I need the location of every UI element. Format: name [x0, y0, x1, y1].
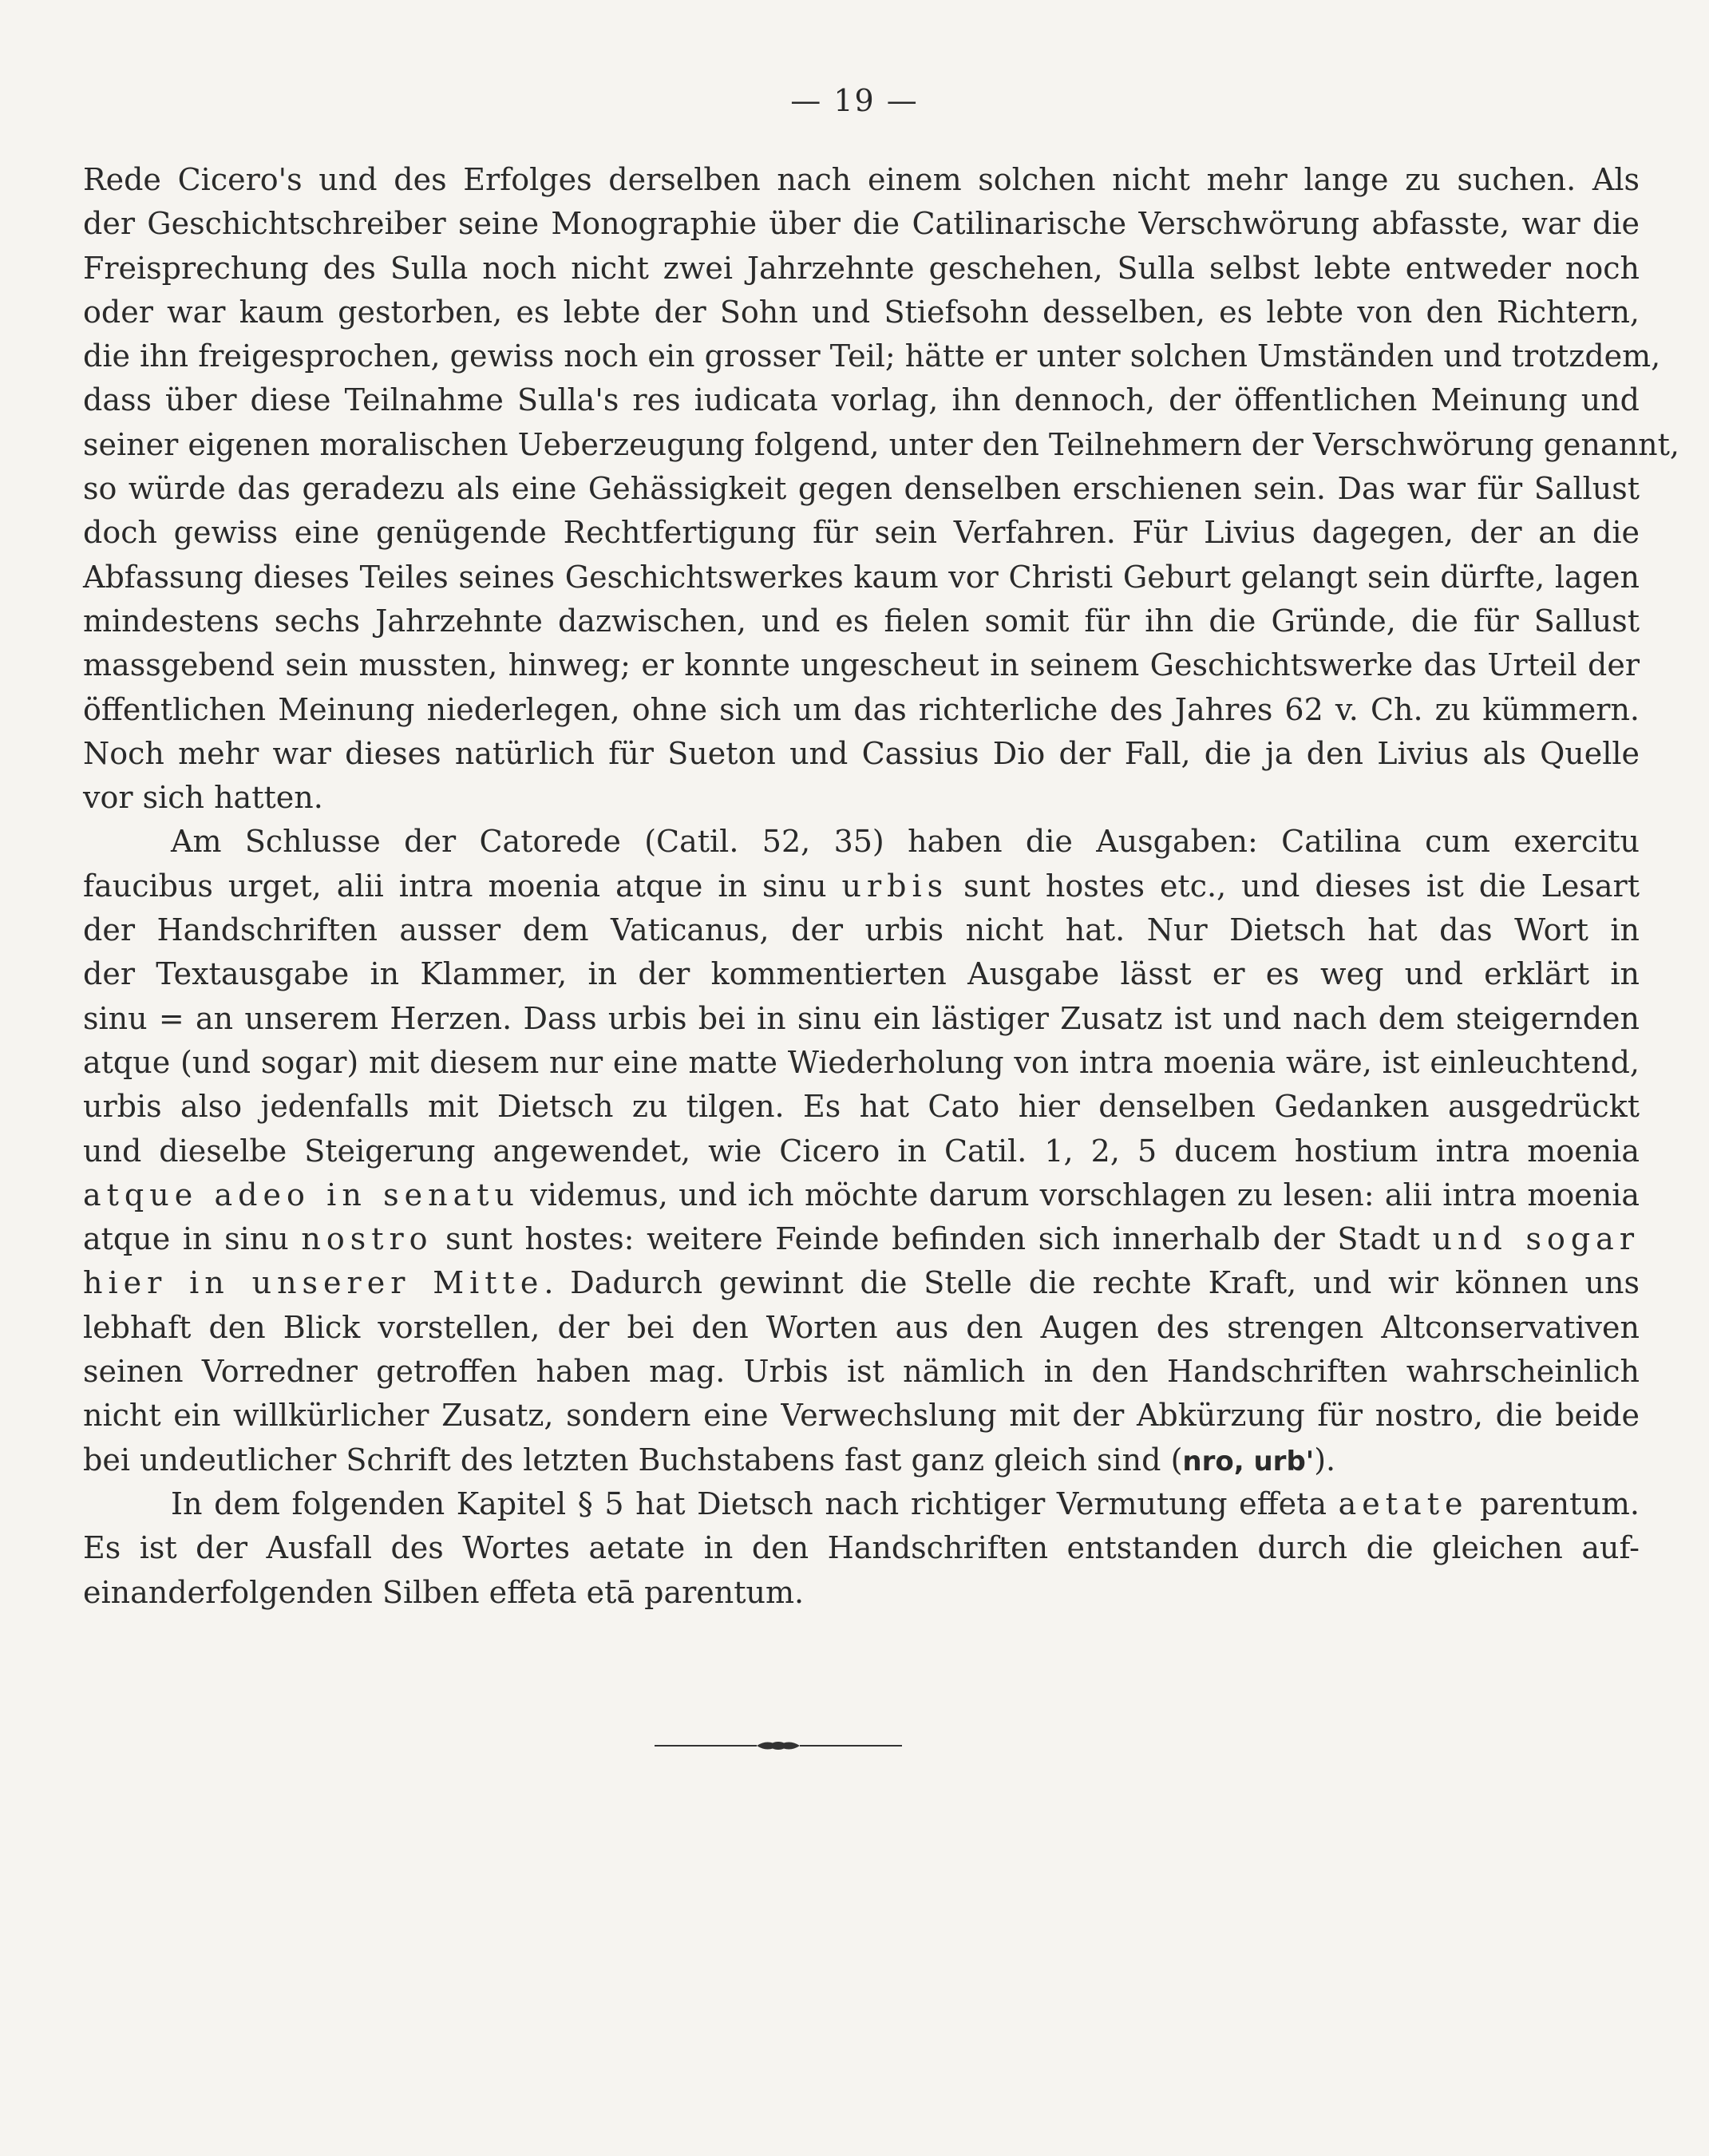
spaced-word: nostro	[301, 1221, 433, 1257]
text-line: atque adeo in senatu videmus, und ich möchte darum vorschlagen zu lesen: alii intra moenia	[83, 1177, 1640, 1213]
page-number: — 19 —	[790, 83, 919, 118]
text-line: atque (und sogar) mit diesem nur eine matte Wiederholung von intra moenia wäre, ist einleuchtend,	[83, 1044, 1640, 1080]
text-line: der Textausgabe in Klammer, in der kommentierten Ausgabe lässt er es weg und erklärt in	[83, 956, 1640, 992]
text-line: sinu = an unserem Herzen. Dass urbis bei in sinu ein lästiger Zusatz ist und nach dem steigernden	[83, 1000, 1640, 1036]
text-line: In dem folgenden Kapitel § 5 hat Dietsch nach richtiger Vermutung effeta aetate parentum.	[171, 1485, 1640, 1521]
text-line: massgebend sein mussten, hinweg; er konnte ungescheut in seinem Geschichtswerke das Urteil der	[83, 647, 1640, 683]
text-line: doch gewiss eine genügende Rechtfertigung für sein Verfahren. Für Livius dagegen, der an die	[83, 515, 1640, 551]
text-line: lebhaft den Blick vorstellen, der bei den Worten aus den Augen des strengen Altconservativen	[83, 1309, 1640, 1345]
text-line: mindestens sechs Jahrzehnte dazwischen, und es fielen somit für ihn die Gründe, die für Sallust	[83, 603, 1640, 639]
ornament-divider	[655, 1736, 902, 1755]
text-line: bei undeutlicher Schrift des letzten Buchstabens fast ganz gleich sind (nro, urb').	[83, 1442, 1336, 1478]
spaced-phrase: und sogar	[1432, 1221, 1640, 1257]
text-line: vor sich hatten.	[83, 780, 323, 816]
spaced-word: urbis	[841, 868, 949, 904]
abbreviation: nro, urb'	[1182, 1445, 1315, 1478]
text-line: atque in sinu nostro sunt hostes: weitere Feinde befinden sich innerhalb der Stadt und sogar	[83, 1221, 1640, 1257]
paragraph-2	[83, 820, 1640, 1482]
paragraph-3	[83, 1482, 1640, 1615]
text-line: der Geschichtschreiber seine Monographie über die Catilinarische Verschwörung abfasste, war die	[83, 206, 1640, 242]
spaced-phrase: hier in unserer Mitte	[83, 1265, 544, 1301]
text-line: Noch mehr war dieses natürlich für Sueton und Cassius Dio der Fall, die ja den Livius als Quelle	[83, 735, 1640, 771]
text-line: und dieselbe Steigerung angewendet, wie Cicero in Catil. 1, 2, 5 ducem hostium intra moenia	[83, 1133, 1640, 1169]
text-line: so würde das geradezu als eine Gehässigkeit gegen denselben erschienen sein. Das war für Sallust	[83, 471, 1640, 507]
text-line: urbis also jedenfalls mit Dietsch zu tilgen. Es hat Cato hier denselben Gedanken ausgedrückt	[83, 1089, 1640, 1125]
text-line: dass über diese Teilnahme Sulla's res iudicata vorlag, ihn dennoch, der öffentlichen Meinung und	[83, 382, 1640, 418]
body-text	[83, 158, 1679, 1615]
text-line: einanderfolgenden Silben effeta etā parentum.	[83, 1574, 805, 1610]
text-line: der Handschriften ausser dem Vaticanus, der urbis nicht hat. Nur Dietsch hat das Wort in	[83, 912, 1640, 948]
spaced-phrase: atque adeo in senatu	[83, 1177, 520, 1213]
text-line: oder war kaum gestorben, es lebte der Sohn und Stiefsohn desselben, es lebte von den Richtern,	[83, 294, 1640, 330]
text-line: Rede Cicero's und des Erfolges derselben nach einem solchen nicht mehr lange zu suchen. Als	[83, 162, 1640, 197]
text-line: Es ist der Ausfall des Wortes aetate in den Handschriften entstanden durch die gleichen auf-	[83, 1530, 1640, 1566]
paragraph-1	[83, 158, 1679, 820]
text-line: seiner eigenen moralischen Ueberzeugung folgend, unter den Teilnehmern der Verschwörung genannt,	[83, 426, 1679, 462]
text-line: hier in unserer Mitte. Dadurch gewinnt die Stelle die rechte Kraft, und wir können uns	[83, 1265, 1640, 1301]
spaced-word: aetate	[1338, 1485, 1469, 1521]
text-line: Am Schlusse der Catorede (Catil. 52, 35) haben die Ausgaben: Catilina cum exercitu	[171, 824, 1640, 860]
text-line: öffentlichen Meinung niederlegen, ohne sich um das richterliche des Jahres 62 v. Ch. zu kümmern.	[83, 691, 1640, 727]
text-line: nicht ein willkürlicher Zusatz, sondern eine Verwechslung mit der Abkürzung für nostro, die beide	[83, 1398, 1640, 1434]
text-line: Abfassung dieses Teiles seines Geschichtswerkes kaum vor Christi Geburt gelangt sein dürfte, lagen	[83, 559, 1640, 595]
text-line: faucibus urget, alii intra moenia atque in sinu urbis sunt hostes etc., und dieses ist die Lesart	[83, 868, 1640, 904]
text-line: seinen Vorredner getroffen haben mag. Urbis ist nämlich in den Handschriften wahrscheinlich	[83, 1354, 1640, 1390]
text-line: Freisprechung des Sulla noch nicht zwei Jahrzehnte geschehen, Sulla selbst lebte entweder noch	[83, 250, 1640, 286]
text-line: die ihn freigesprochen, gewiss noch ein grosser Teil; hätte er unter solchen Umständen und trotzdem,	[83, 338, 1661, 374]
